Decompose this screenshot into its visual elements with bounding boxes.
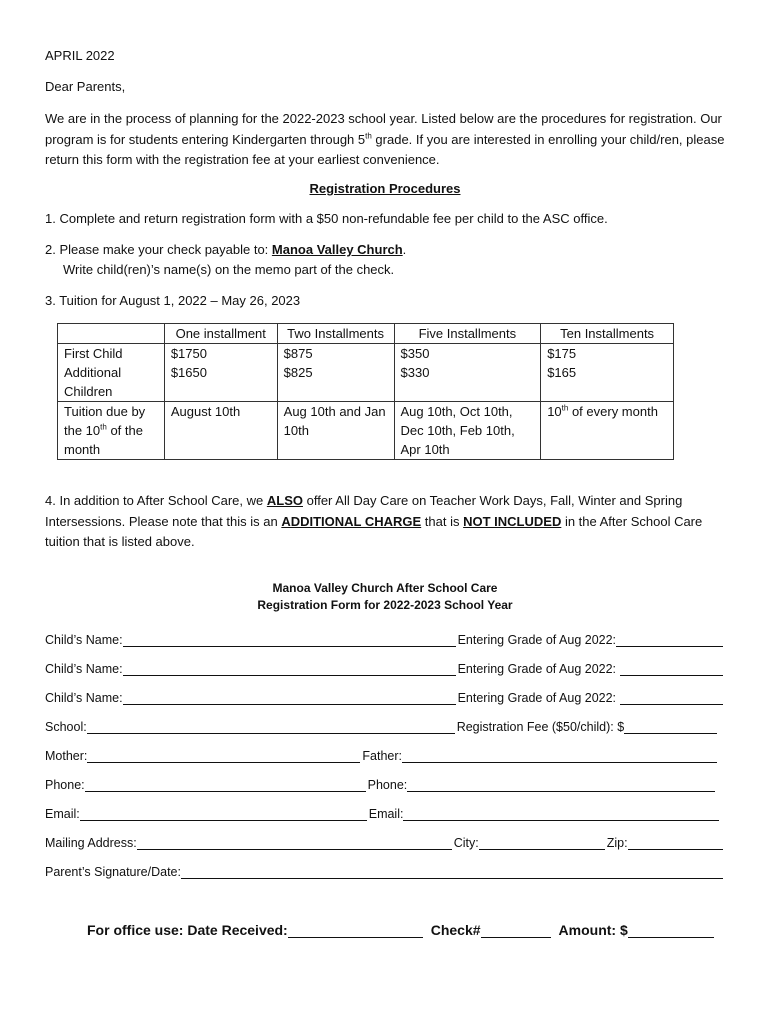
table-header-cell — [58, 324, 165, 344]
phone-row — [45, 778, 725, 792]
intro-sup: th — [365, 131, 372, 141]
mother-label: Mother: — [45, 749, 88, 763]
salutation: Dear Parents, — [45, 79, 126, 94]
entering-grade-field[interactable] — [620, 662, 723, 676]
step-2 — [45, 242, 406, 257]
due-ten-a: 10 — [547, 404, 562, 419]
step-4-text-b: offer All Day Care on Teacher Work Days, Fall, Winter and Spring Intersessions. Please note that this is an — [45, 493, 683, 529]
child-row-1 — [45, 633, 725, 647]
child-name-field[interactable] — [123, 691, 456, 705]
table-cell: Aug 10th, Oct 10th, Dec 10th, Feb 10th, Apr 10th — [394, 402, 541, 460]
fee-field[interactable] — [624, 720, 717, 734]
not-included-emphasis: NOT INCLUDED — [463, 513, 562, 529]
address-row — [45, 836, 725, 850]
table-cell: $875 — [277, 344, 394, 364]
email-field-mother[interactable] — [80, 807, 367, 821]
office-check-label: Check# — [430, 922, 481, 938]
office-check-field[interactable] — [481, 922, 551, 938]
table-header-cell: Ten Installments — [541, 324, 674, 344]
child-name-label: Child’s Name: — [45, 691, 123, 705]
mother-field[interactable] — [87, 749, 360, 763]
email-row — [45, 807, 725, 821]
intro-text-b: grade. If you are interested in enrolling your child/ren, please return this form with the registration fee at your earliest convenience. — [45, 131, 725, 167]
zip-label: Zip: — [606, 836, 628, 850]
step-4-text-c: that is — [421, 513, 464, 529]
signature-row — [45, 865, 725, 879]
step-4-text-a: 4. In addition to After School Care, we — [45, 493, 267, 508]
entering-grade-label: Entering Grade of Aug 2022: — [457, 691, 617, 705]
step-1: 1. Complete and return registration form with a $50 non-refundable fee per child to the ASC office. — [45, 211, 608, 226]
table-cell: First Child — [58, 344, 165, 364]
letter-date: APRIL 2022 — [45, 48, 115, 63]
child-name-field[interactable] — [123, 662, 456, 676]
table-cell: August 10th — [164, 402, 277, 460]
office-use-row — [87, 922, 714, 938]
procedures-title: Registration Procedures — [309, 181, 461, 196]
form-title-line1: Manoa Valley Church After School Care — [272, 581, 498, 595]
child-row-3 — [45, 691, 725, 705]
city-label: City: — [453, 836, 479, 850]
table-row-additional — [58, 363, 674, 402]
also-emphasis: ALSO — [266, 493, 303, 508]
payee-name: Manoa Valley Church — [271, 242, 403, 257]
mailing-address-label: Mailing Address: — [45, 836, 137, 850]
due-ten-sup: th — [561, 403, 569, 413]
signature-field[interactable] — [181, 865, 723, 879]
office-date-label: For office use: Date Received: — [87, 922, 288, 938]
table-cell — [58, 402, 165, 460]
office-date-field[interactable] — [288, 922, 423, 938]
father-field[interactable] — [402, 749, 717, 763]
table-cell: $165 — [541, 363, 674, 402]
email-label: Email: — [368, 807, 404, 821]
due-ten-b: of every month — [568, 404, 658, 419]
step-4-text-d: in the After School Care tuition that is listed above. — [45, 513, 703, 549]
fee-label: Registration Fee ($50/child): $ — [456, 720, 625, 734]
phone-field-mother[interactable] — [85, 778, 366, 792]
table-cell: $1750 — [164, 344, 277, 364]
table-cell: $175 — [541, 344, 674, 364]
step-2-text: 2. Please make your check payable to: — [45, 242, 272, 257]
email-field-father[interactable] — [403, 807, 719, 821]
child-name-label: Child’s Name: — [45, 662, 123, 676]
child-name-label: Child’s Name: — [45, 633, 123, 647]
intro-text-a: We are in the process of planning for the 2022-2023 school year. Listed below are the procedures for registration. Our program is for students entering Kindergarten through 5 — [45, 111, 722, 147]
phone-label: Phone: — [45, 778, 85, 792]
phone-label: Phone: — [367, 778, 408, 792]
table-cell: $330 — [394, 363, 541, 402]
school-field[interactable] — [87, 720, 455, 734]
due-label-b: of the month — [64, 423, 143, 457]
step-2-period: . — [402, 242, 407, 257]
signature-label: Parent’s Signature/Date: — [45, 865, 181, 879]
table-row-due — [58, 402, 674, 460]
table-cell: Additional Children — [58, 363, 165, 402]
entering-grade-field[interactable] — [620, 691, 723, 705]
table-header-cell: Two Installments — [277, 324, 394, 344]
city-field[interactable] — [479, 836, 605, 850]
child-name-field[interactable] — [123, 633, 456, 647]
father-label: Father: — [362, 749, 402, 763]
due-label-a: Tuition due by the 10 — [64, 404, 146, 438]
entering-grade-label: Entering Grade of Aug 2022: — [457, 662, 617, 676]
table-cell: $350 — [394, 344, 541, 364]
table-cell — [541, 402, 674, 460]
due-label-sup: th — [100, 422, 107, 432]
entering-grade-label: Entering Grade of Aug 2022: — [457, 633, 617, 647]
child-row-2 — [45, 662, 725, 676]
email-label: Email: — [45, 807, 80, 821]
table-header-cell: Five Installments — [394, 324, 541, 344]
step-2-memo: Write child(ren)’s name(s) on the memo part of the check. — [63, 262, 395, 277]
step-3: 3. Tuition for August 1, 2022 – May 26, 2023 — [45, 293, 301, 308]
step-4 — [45, 491, 735, 553]
school-row — [45, 720, 725, 734]
phone-field-father[interactable] — [407, 778, 715, 792]
zip-field[interactable] — [628, 836, 723, 850]
mailing-address-field[interactable] — [137, 836, 452, 850]
table-cell: Aug 10th and Jan 10th — [277, 402, 394, 460]
office-amount-label: Amount: $ — [558, 922, 628, 938]
entering-grade-field[interactable] — [616, 633, 723, 647]
parents-row — [45, 749, 725, 763]
additional-charge-emphasis: ADDITIONAL CHARGE — [281, 513, 422, 529]
intro-paragraph — [45, 109, 735, 171]
school-label: School: — [45, 720, 87, 734]
tuition-table — [57, 323, 674, 460]
office-amount-field[interactable] — [628, 922, 714, 938]
form-title-line2: Registration Form for 2022-2023 School Year — [257, 598, 513, 612]
table-cell: $1650 — [164, 363, 277, 402]
table-header-cell: One installment — [164, 324, 277, 344]
table-cell: $825 — [277, 363, 394, 402]
table-row-first-child — [58, 344, 674, 364]
table-header-row — [58, 324, 674, 344]
